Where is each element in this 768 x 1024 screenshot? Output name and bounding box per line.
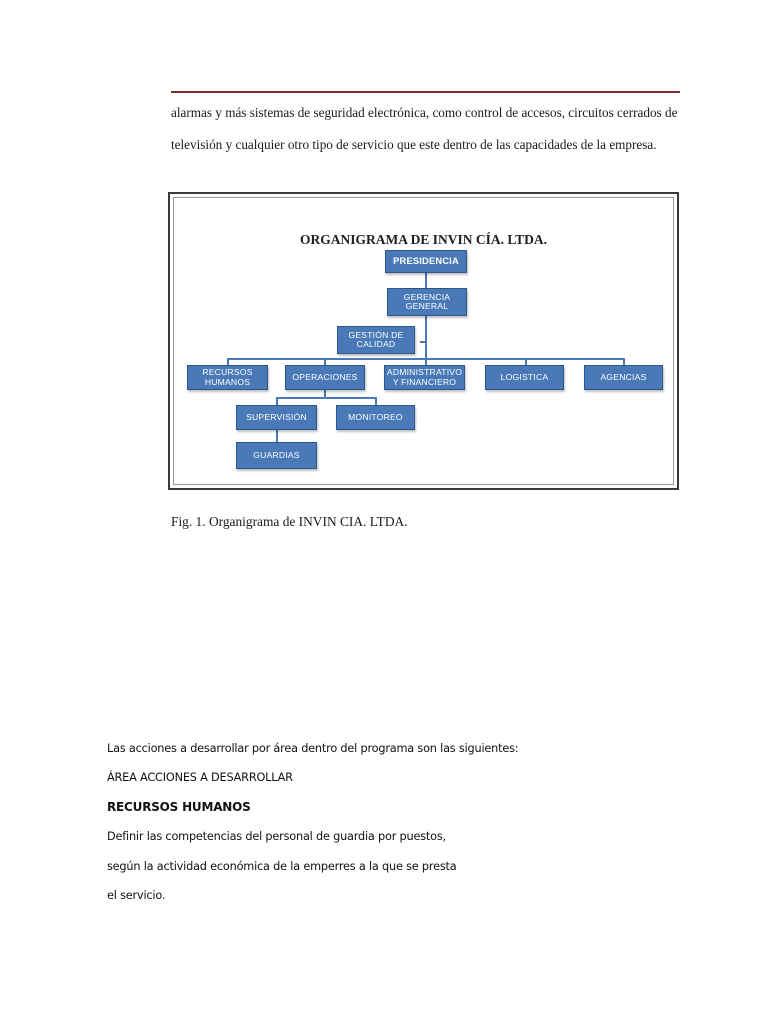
paragraph-line-1: alarmas y más sistemas de seguridad electrónica, como control de accesos, circuitos cerrados de [171, 105, 678, 120]
box-logistica: LOGISTICA [485, 365, 564, 390]
body-intro: Las acciones a desarrollar por área dentro del programa son las siguientes: [107, 742, 519, 755]
body-table-header: ÁREA ACCIONES A DESARROLLAR [107, 771, 293, 784]
connector-ops-bus [276, 397, 376, 399]
organigram-figure [168, 192, 679, 490]
box-guardias: GUARDIAS [236, 442, 317, 469]
body-line-2: según la actividad económica de la emperres a la que se presta [107, 860, 457, 873]
box-gerencia-general: GERENCIA GENERAL [387, 288, 467, 316]
connector-pres-ger [425, 273, 427, 289]
connector-level-bus [227, 358, 625, 360]
box-agencias: AGENCIAS [584, 365, 663, 390]
body-line-3: el servicio. [107, 889, 166, 902]
body-line-1: Definir las competencias del personal de guardia por puestos, [107, 830, 446, 843]
paragraph-line-2: televisión y cualquier otro tipo de servicio que este dentro de las capacidades de la empresa. [171, 137, 657, 152]
connector-guardias [276, 429, 278, 443]
figure-caption: Fig. 1. Organigrama de INVIN CIA. LTDA. [171, 514, 408, 529]
box-operaciones: OPERACIONES [285, 365, 365, 390]
box-recursos-humanos: RECURSOS HUMANOS [187, 365, 268, 390]
body-area-title: RECURSOS HUMANOS [107, 800, 251, 814]
box-administrativo-financiero: ADMINISTRATIVO Y FINANCIERO [384, 365, 465, 390]
box-monitoreo: MONITOREO [336, 405, 415, 430]
header-rule [171, 91, 680, 93]
organigram-title: ORGANIGRAMA DE INVIN CÍA. LTDA. [299, 232, 548, 247]
box-supervision: SUPERVISIÓN [236, 405, 317, 430]
box-presidencia: PRESIDENCIA [385, 250, 467, 273]
box-gestion-calidad: GESTIÓN DE CALIDAD [337, 326, 415, 354]
connector-calidad [420, 341, 427, 343]
